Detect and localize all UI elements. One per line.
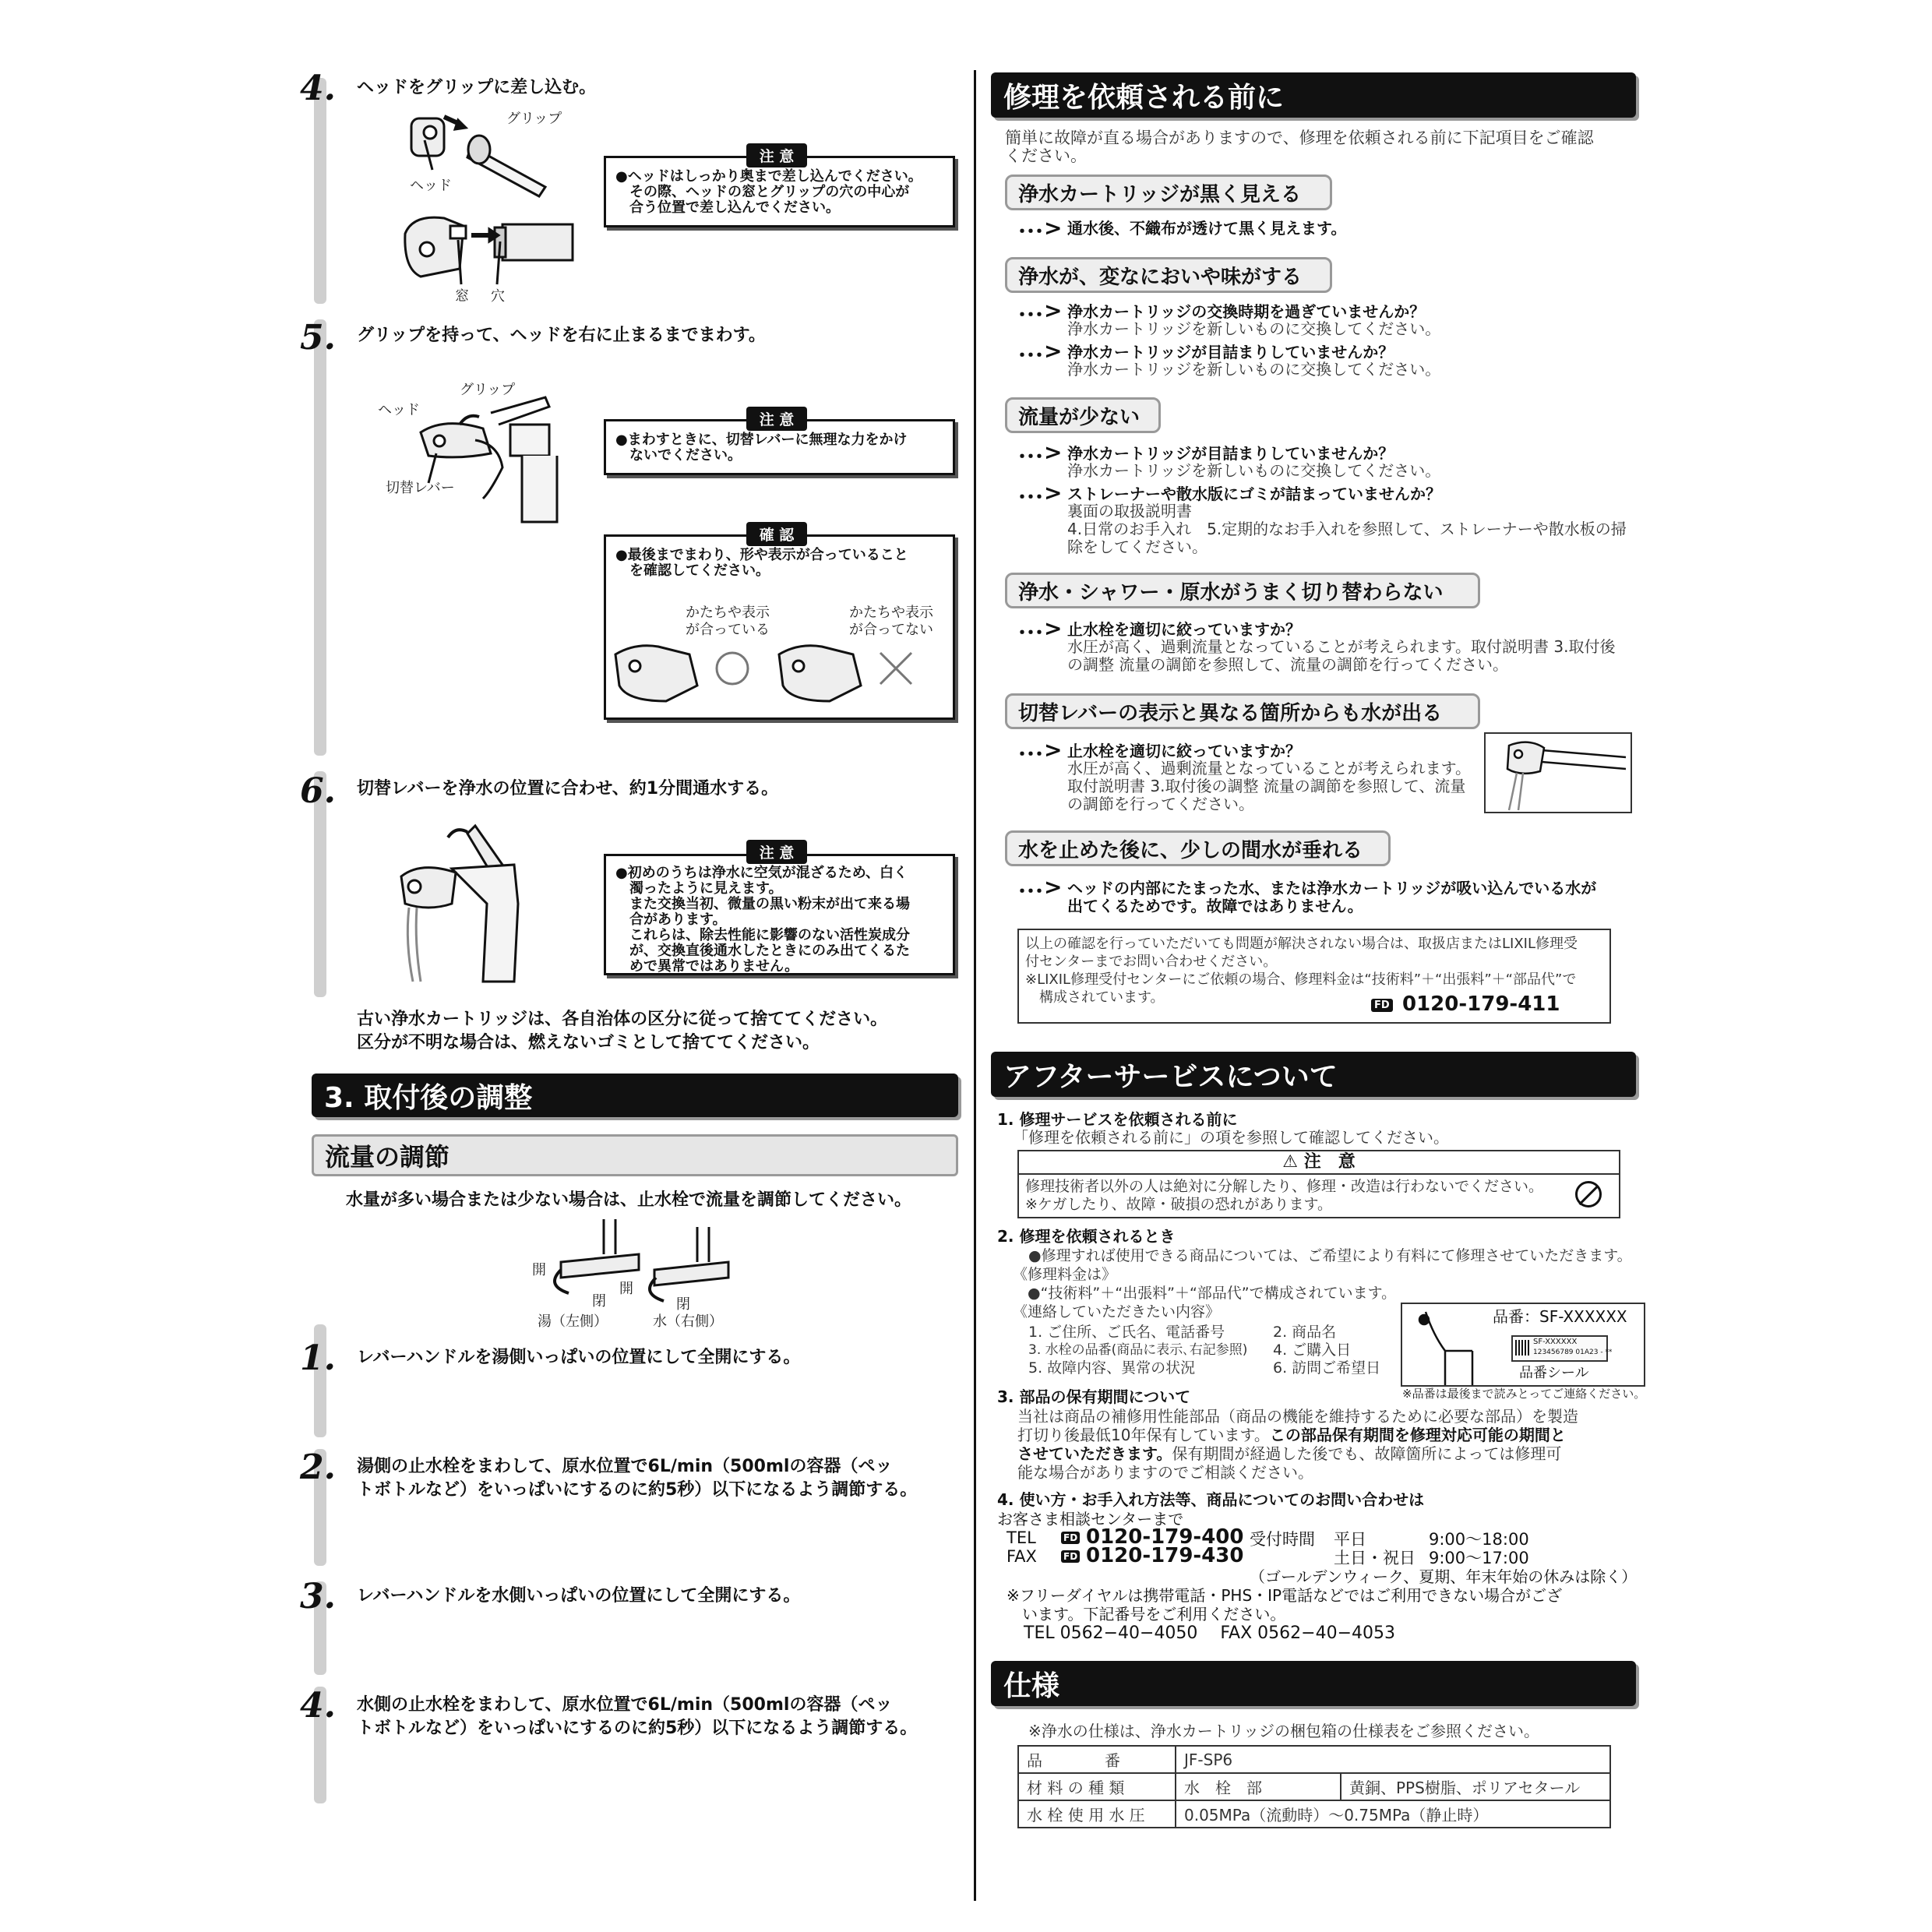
column-divider [974, 70, 976, 1901]
free-note: います。下記番号をご利用ください。 [1007, 1605, 1286, 1624]
section-title: 3. 取付後の調整 [324, 1081, 533, 1114]
arrow-icon: ･･･ [1017, 622, 1043, 643]
caution-line: ●ヘッドはしっかり奥まで差し込んでください。 [615, 168, 922, 185]
trouble-title: 浄水・シャワー・原水がうまく切り替わらない [1005, 573, 1480, 608]
head-grip-illustration [390, 101, 592, 304]
contact-item: 2. 商品名 [1273, 1324, 1337, 1341]
spec-subkey: 水 栓 部 [1176, 1773, 1341, 1800]
chevron-right-icon: > [1044, 298, 1063, 323]
ng-label: が合ってない [849, 622, 933, 638]
tel-label: TEL [1007, 1528, 1036, 1547]
arrow-icon: ･･･ [1017, 344, 1043, 366]
caution-line: ●まわすときに、切替レバーに無理な力をかけ [615, 432, 908, 448]
check-answer: 浄水カートリッジを新しいものに交換してください。 [1067, 319, 1441, 338]
check-answer: 取付説明書 3.取付後の調整 流量の調節を参照して、流量 [1067, 777, 1466, 795]
hours-label: 受付時間 [1250, 1530, 1315, 1549]
caution-line: が、交換直後通水したときにのみ出てくるた [615, 943, 910, 959]
warning-line: 修理技術者以外の人は絶対に分解したり、修理・改造は行わないでください。 [1025, 1178, 1544, 1195]
chevron-right-icon: > [1044, 480, 1063, 506]
section-banner [991, 72, 1636, 118]
arrow-icon: ･･･ [1017, 880, 1043, 902]
ok-ng-illustration [612, 639, 939, 709]
caution-label: 注 意 [746, 840, 807, 864]
step-bar [314, 78, 326, 304]
spec-key: 水 栓 使 用 水 圧 [1018, 1800, 1176, 1828]
seal-code: SF-XXXXXX [1533, 1338, 1578, 1346]
as3-title: 3. 部品の保有期間について [997, 1387, 1191, 1406]
step-text: レバーハンドルを水側いっぱいの位置にして全開にする。 [357, 1586, 801, 1606]
ok-label: が合っている [686, 622, 770, 638]
step-number: 1. [300, 1338, 336, 1378]
step-number: 2. [300, 1447, 336, 1487]
step-text: 湯側の止水栓をまわして、原水位置で6L/min（500mlの容器（ペッ [357, 1457, 893, 1476]
trouble-title: 水を止めた後に、少しの間水が垂れる [1005, 830, 1391, 866]
label-hole: 穴 [491, 288, 505, 305]
section-banner [991, 1052, 1636, 1097]
no-disassembly-icon [1575, 1181, 1602, 1208]
contact-line: 構成されています。 [1025, 989, 1165, 1006]
step-number: 5. [300, 318, 336, 358]
label-lever: 切替レバー [386, 480, 455, 496]
warning-box [1017, 1150, 1620, 1218]
spec-table [1017, 1745, 1611, 1828]
caution-line: ないでください。 [615, 447, 742, 464]
valve-cold: 水（右側） [653, 1313, 723, 1330]
check-question: ストレーナーや散水版にゴミが詰まっていませんか？ [1067, 485, 1441, 503]
fax-number[interactable]: 0120-179-430 [1086, 1544, 1244, 1567]
lever-flow-illustration [374, 818, 576, 1005]
check-answer: 除をしてください。 [1067, 538, 1208, 556]
contact-line: 以上の確認を行っていただいても問題が解決されない場合は、取扱店またはLIXIL修理受 [1025, 936, 1578, 952]
confirm-line: を確認してください。 [615, 562, 770, 579]
section-banner [312, 1074, 958, 1117]
seal-sticker [1511, 1335, 1613, 1362]
section-title: 仕様 [1003, 1669, 1060, 1702]
table-row [1018, 1746, 1610, 1773]
label-head: ヘッド [378, 402, 420, 418]
tel-number[interactable]: 0120-179-400 [1086, 1525, 1244, 1549]
hours-note: （ゴールデンウィーク、夏期、年末年始の休みは除く） [1250, 1567, 1638, 1586]
caution-line: 合があります。 [615, 911, 727, 928]
chevron-right-icon: > [1044, 737, 1063, 763]
table-row [1018, 1773, 1610, 1800]
as3-line: させていただきます。保有期間が経過した後でも、故障箇所によっては修理可 [1017, 1444, 1562, 1463]
as3-line: 打切り後最低10年保有しています。この部品保有期間を修理対応可能の期間と [1017, 1426, 1566, 1444]
caution-line: その際、ヘッドの窓とグリップの穴の中心が [615, 184, 910, 200]
part-number-figure [1401, 1303, 1645, 1387]
arrow-icon: ･･･ [1017, 743, 1043, 765]
check-answer: 4.日常のお手入れ 5.定期的なお手入れを参照して、ストレーナーや散水板の掃 [1067, 520, 1627, 538]
section-title: 修理を依頼される前に [1003, 81, 1285, 114]
caution-line: めで異常ではありません。 [615, 958, 799, 975]
valve-open: 開 [619, 1281, 633, 1297]
check-question: 浄水カートリッジの交換時期を過ぎていませんか？ [1067, 302, 1426, 321]
check-question: 浄水カートリッジが目詰まりしていませんか？ [1067, 444, 1394, 463]
check-answer: 裏面の取扱説明書 [1067, 502, 1192, 520]
contact-line: ※LIXIL修理受付センターにご依頼の場合、修理料金は“技術料”＋“出張料”＋“部品代”で [1025, 971, 1577, 988]
label-grip: グリップ [506, 111, 562, 127]
label-head: ヘッド [410, 178, 452, 194]
spec-note: ※浄水の仕様は、浄水カートリッジの梱包箱の仕様表をご参照ください。 [1028, 1722, 1539, 1740]
as2-line: ●修理すれば使用できる商品については、ご希望により有料にて修理させていただきます。 [1028, 1247, 1632, 1264]
trouble-title: 切替レバーの表示と異なる箇所からも水が出る [1005, 693, 1480, 729]
warning-header: ⚠ 注 意 [1019, 1151, 1619, 1175]
spec-value: 黄銅、PPS樹脂、ポリアセタール [1341, 1773, 1610, 1800]
freedial-icon: FD [1061, 1550, 1080, 1563]
leak-illustration [1484, 732, 1632, 813]
section-banner [991, 1661, 1636, 1706]
check-question: 浄水カートリッジが目詰まりしていませんか？ [1067, 343, 1394, 361]
spec-key: 材 料 の 種 類 [1018, 1773, 1176, 1800]
valve-close: 閉 [676, 1296, 690, 1313]
caution-line: 合う位置で差し込んでください。 [615, 199, 840, 216]
check-answer: 水圧が高く、過剰流量となっていることが考えられます。取付説明書 3.取付後 [1067, 637, 1616, 656]
chevron-right-icon: > [1044, 615, 1063, 641]
valve-illustration [530, 1215, 732, 1324]
check-answer: 水圧が高く、過剰流量となっていることが考えられます。 [1067, 759, 1471, 777]
caution-label: 注 意 [746, 407, 807, 431]
step-text: グリップを持って、ヘッドを右に止まるまでまわす。 [357, 326, 766, 345]
step-text: トボトルなど）をいっぱいにするのに約5秒）以下になるよう調節する。 [357, 1719, 918, 1738]
step-number: 6. [300, 771, 336, 811]
arrow-icon: ･･･ [1017, 446, 1043, 467]
step-text: レバーハンドルを湯側いっぱいの位置にして全開にする。 [357, 1348, 801, 1367]
barcode-icon [1515, 1340, 1529, 1356]
part-number-label: 品番：SF-XXXXXX [1493, 1307, 1627, 1326]
as2-title: 2. 修理を依頼されるとき [997, 1227, 1176, 1246]
hours-time: 9:00〜18:00 [1429, 1530, 1529, 1549]
caution-label: 注 意 [746, 143, 807, 167]
spec-value: JF-SP6 [1176, 1746, 1610, 1773]
subsection-banner [312, 1134, 958, 1176]
step-number: 4. [300, 69, 336, 108]
free-note: ※フリーダイヤルは携帯電話・PHS・IP電話などではご利用できない場合がござ [1007, 1586, 1563, 1605]
as3-line: 能な場合がありますのでご相談ください。 [1017, 1463, 1313, 1482]
caution-box [604, 854, 955, 975]
chevron-right-icon: > [1044, 338, 1063, 364]
step-text: トボトルなど）をいっぱいにするのに約5秒）以下になるよう調節する。 [357, 1480, 918, 1500]
step-text: 水側の止水栓をまわして、原水位置で6L/min（500mlの容器（ペッ [357, 1695, 893, 1715]
hours-day: 平日 [1334, 1530, 1366, 1549]
ng-label: かたちや表示 [849, 605, 933, 621]
caution-line: 濁ったように見えます。 [615, 880, 783, 897]
check-answer: の調整 流量の調節を参照して、流量の調節を行ってください。 [1067, 655, 1508, 674]
as2-line: ●“技術料”＋“出張料”＋“部品代”で構成されています。 [1013, 1285, 1397, 1302]
seal-note: ※品番は最後まで読みとってご連絡ください。 [1402, 1387, 1646, 1401]
chevron-right-icon: > [1044, 439, 1063, 465]
as2-line: 《連絡していただきたい内容》 [1013, 1303, 1221, 1320]
arrow-icon: ･･･ [1017, 486, 1043, 508]
as4-title: 4. 使い方・お手入れ方法等、商品についてのお問い合わせは [997, 1490, 1425, 1509]
check-answer: の調節を行ってください。 [1067, 795, 1254, 813]
caution-line: ●初めのうちは浄水に空気が混ざるため、白く [615, 865, 908, 881]
repair-intro: ください。 [1005, 146, 1087, 165]
contact-item: 5. 故障内容、異常の状況 [1028, 1359, 1196, 1377]
valve-close: 閉 [592, 1293, 606, 1310]
check-question: ヘッドの内部にたまった水、または浄水カートリッジが吸い込んでいる水が [1067, 879, 1597, 897]
arrow-icon: ･･･ [1017, 304, 1043, 326]
hours-time: 9:00〜17:00 [1429, 1549, 1529, 1567]
seal-num: 123456789 01A23 - ** [1533, 1349, 1613, 1356]
as4-center: お客さま相談センターまで [997, 1510, 1184, 1528]
contact-item: 6. 訪問ご希望日 [1273, 1359, 1381, 1377]
spec-key: 品 番 [1018, 1746, 1176, 1773]
hours-day: 土日・祝日 [1334, 1549, 1416, 1567]
section-title: アフターサービスについて [1003, 1060, 1338, 1093]
contact-item: 4. ご購入日 [1273, 1341, 1352, 1359]
caution-line: これらは、除去性能に影響のない活性炭成分 [615, 927, 910, 943]
step-text: 切替レバーを浄水の位置に合わせ、約1分間通水する。 [357, 779, 779, 799]
warning-triangle-icon: ⚠ [1282, 1152, 1299, 1172]
contact-line: 付センターまでお問い合わせください。 [1025, 954, 1278, 970]
flow-intro: 水量が多い場合または少ない場合は、止水栓で流量を調節してください。 [346, 1190, 912, 1210]
step-text: ヘッドをグリップに差し込む。 [357, 78, 597, 97]
faucet-base-illustration [1402, 1304, 1480, 1385]
contact-item: 3. 水栓の品番(商品に表示､右記参照) [1028, 1342, 1248, 1358]
check-answer: 浄水カートリッジを新しいものに交換してください。 [1067, 461, 1441, 480]
warning-line: ※ケガしたり、故障・破損の恐れがあります。 [1025, 1196, 1333, 1213]
trouble-title: 流量が少ない [1005, 397, 1161, 433]
freedial-icon: FD [1371, 999, 1393, 1012]
label-grip: グリップ [460, 382, 516, 398]
as1-title: 1. 修理サービスを依頼される前に [997, 1110, 1238, 1129]
spec-value: 0.05MPa（流動時）〜0.75MPa（静止時） [1176, 1800, 1610, 1828]
ok-label: かたちや表示 [686, 605, 770, 621]
step-bar [314, 319, 326, 756]
step-number: 4. [300, 1686, 336, 1726]
disposal-text: 古い浄水カートリッジは、各自治体の区分に従って捨ててください。 [357, 1010, 888, 1029]
fax-label: FAX [1007, 1547, 1037, 1566]
check-question: 止水栓を適切に絞っていますか？ [1067, 742, 1301, 760]
chevron-right-icon: > [1044, 215, 1063, 241]
repair-intro: 簡単に故障が直る場合がありますので、修理を依頼される前に下記項目をご確認 [1005, 129, 1594, 147]
table-row [1018, 1800, 1610, 1828]
confirm-label: 確 認 [746, 522, 807, 546]
check-answer: 浄水カートリッジを新しいものに交換してください。 [1067, 360, 1441, 379]
trouble-title: 浄水カートリッジが黒く見える [1005, 175, 1332, 210]
chevron-right-icon: > [1044, 874, 1063, 900]
label-window: 窓 [455, 288, 469, 305]
arrow-icon: ･･･ [1017, 220, 1043, 242]
check-question: 出てくるためです。故障ではありません。 [1067, 897, 1363, 915]
alt-numbers: TEL 0562−40−4050 FAX 0562−40−4053 [1024, 1624, 1396, 1643]
valve-hot: 湯（左側） [538, 1313, 608, 1330]
disposal-text: 区分が不明な場合は、燃えないゴミとして捨ててください。 [357, 1033, 820, 1052]
step-number: 3. [300, 1577, 336, 1616]
check-question: 止水栓を適切に絞っていますか？ [1067, 620, 1301, 639]
contact-item: 1. ご住所、ご氏名、電話番号 [1028, 1324, 1225, 1341]
trouble-title: 浄水が、変なにおいや味がする [1005, 257, 1332, 293]
as3-line: 当社は商品の補修用性能部品（商品の機能を維持するために必要な部品）を製造 [1017, 1407, 1578, 1426]
as1-text: 「修理を依頼される前に」の項を参照して確認してください。 [1013, 1128, 1449, 1147]
repair-phone[interactable]: 0120-179-411 [1402, 992, 1560, 1016]
confirm-line: ●最後までまわり、形や表示が合っていること [615, 547, 908, 563]
check-question: 通水後、不織布が透けて黒く見えます。 [1067, 219, 1347, 238]
as2-line: 《修理料金は》 [1013, 1266, 1117, 1283]
caution-line: また交換当初、微量の黒い粉末が出て来る場 [615, 896, 910, 912]
seal-label: 品番シール [1519, 1365, 1589, 1381]
freedial-icon: FD [1061, 1532, 1080, 1544]
subsection-title: 流量の調節 [325, 1142, 450, 1172]
valve-open: 開 [532, 1262, 546, 1278]
